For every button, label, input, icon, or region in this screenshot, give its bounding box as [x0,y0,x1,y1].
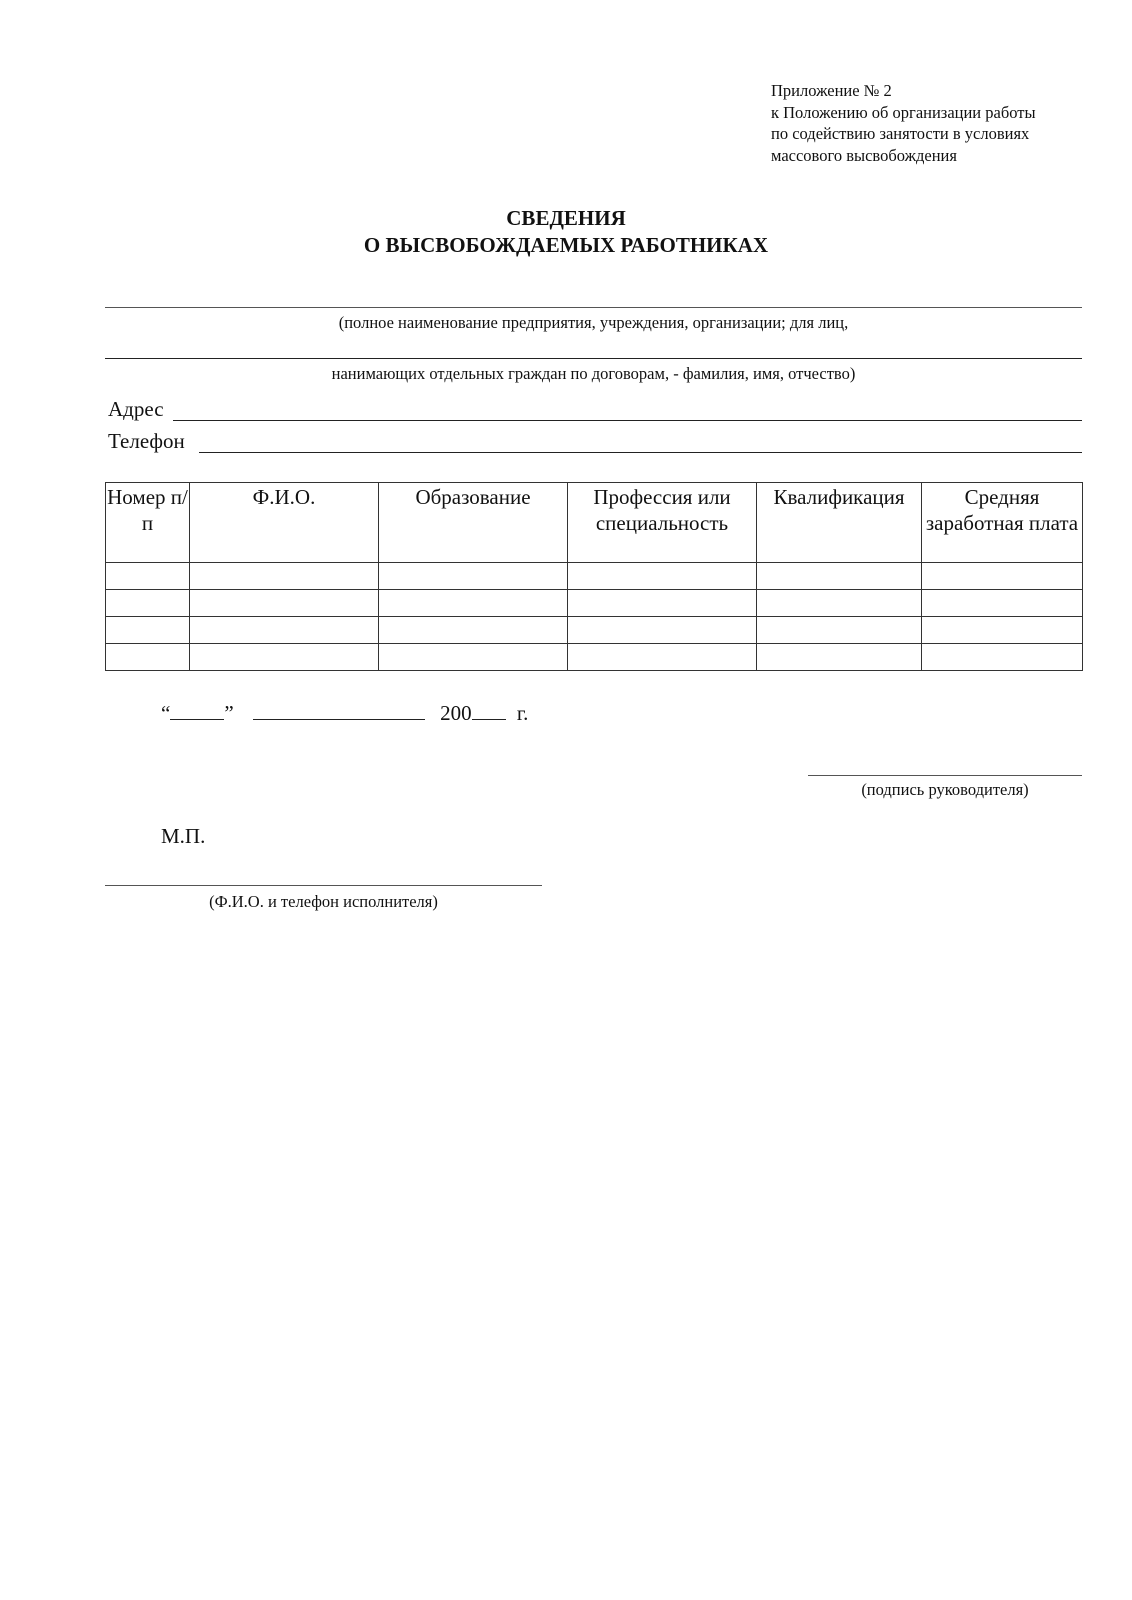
table-cell[interactable] [190,590,379,617]
table-cell[interactable] [568,563,757,590]
table-cell[interactable] [922,644,1083,671]
table-cell[interactable] [379,590,568,617]
column-header-average-salary: Средняя заработная плата [922,483,1083,563]
date-close-quote: ” [224,701,234,725]
column-header-full-name: Ф.И.О. [190,483,379,563]
appendix-note [771,80,1036,166]
table-cell[interactable] [106,563,190,590]
table-cell[interactable] [190,563,379,590]
date-year-field[interactable] [472,699,506,720]
appendix-line-1: Приложение № 2 [771,81,892,100]
organization-name-line-1[interactable] [105,307,1082,308]
head-signature-caption: (подпись руководителя) [861,780,1029,799]
address-field[interactable] [173,420,1082,421]
table-cell[interactable] [757,644,922,671]
date-year-prefix: 200 [440,701,472,725]
table-row [106,617,1083,644]
table-cell[interactable] [379,563,568,590]
table-cell[interactable] [190,644,379,671]
table-cell[interactable] [922,590,1083,617]
table-cell[interactable] [757,617,922,644]
date-year-suffix: г. [516,701,529,725]
stamp-placeholder: М.П. [161,824,206,848]
table-cell[interactable] [757,563,922,590]
table-cell[interactable] [190,617,379,644]
date-open-quote: “ [161,701,171,725]
column-header-number: Номер п/п [106,483,190,563]
table-cell[interactable] [568,617,757,644]
table-cell[interactable] [106,644,190,671]
table-header-row [106,483,1083,563]
appendix-line-3: по содействию занятости в условиях [771,124,1030,143]
date-month-field[interactable] [253,699,425,720]
column-header-qualification: Квалификация [757,483,922,563]
table-cell[interactable] [922,617,1083,644]
table-cell[interactable] [106,617,190,644]
phone-field[interactable] [199,452,1082,453]
date-line [161,699,528,726]
document-subtitle: О ВЫСВОБОЖДАЕМЫХ РАБОТНИКАХ [363,233,769,257]
organization-caption-2: нанимающих отдельных граждан по договорам, - фамилия, имя, отчество) [331,364,856,383]
head-signature-line[interactable] [808,775,1082,776]
table-cell[interactable] [106,590,190,617]
document-title: СВЕДЕНИЯ [506,206,626,230]
organization-caption-1: (полное наименование предприятия, учреждения, организации; для лиц, [338,313,849,332]
organization-name-line-2[interactable] [105,358,1082,359]
table-row [106,563,1083,590]
appendix-line-4: массового высвобождения [771,145,957,165]
table-cell[interactable] [379,644,568,671]
table-row [106,590,1083,617]
table-cell[interactable] [568,644,757,671]
column-header-education: Образование [379,483,568,563]
table-row [106,644,1083,671]
appendix-line-2: к Положению об организации работы [771,102,1036,122]
column-header-profession: Профессия или специальность [568,483,757,563]
address-label: Адрес [108,397,164,421]
table-cell[interactable] [379,617,568,644]
phone-label: Телефон [108,429,185,453]
table-cell[interactable] [568,590,757,617]
date-day-field[interactable] [170,699,224,720]
executor-caption: (Ф.И.О. и телефон исполнителя) [209,892,438,911]
workers-table [105,482,1083,671]
table-cell[interactable] [757,590,922,617]
table-cell[interactable] [922,563,1083,590]
executor-line[interactable] [105,885,542,886]
